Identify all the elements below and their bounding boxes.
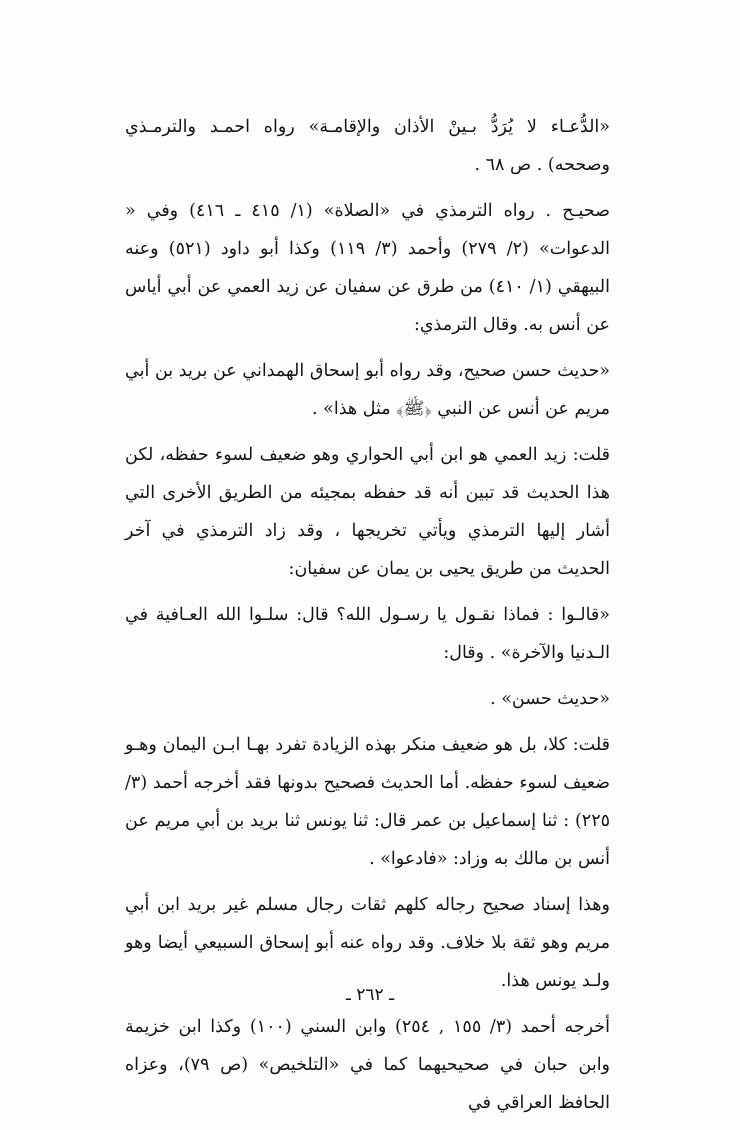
paragraph-hadith-text: «الدُّعـاء لا يُرَدُّ بـينْ الأذان والإقامـة» رواه احمـد والترمـذي وصححه) . ص ٦٨ . (125, 117, 610, 175)
paragraph-further-sources: أخرجه أحمد (٣/ ١٥٥ , ٢٥٤) وابن السني (١٠٠) وكذا ابن خزيمة وابن حبان في صحيحيهما كما في «التلخيص» (ص ٧٩)، وعزاه الحافظ العراقي في (125, 1017, 611, 1113)
paragraph-addition-quote: «قالـوا : فماذا نقـول يا رسـول الله؟ قال: سلـوا الله العـافية في الـدنيا والآخرة» . وقال: (125, 605, 610, 663)
paragraph-commentary: قلت: زيد العمي هو ابن أبي الحواري وهو ضعيف لسوء حفظه، لكن هذا الحديث قد تبين أنه قد حفظه بمجيئه من الطريق الأخرى التي أشار إليها الترمذي ويأتي تخريجها ، وقد زاد الترمذي في آخر الحديث من طريق يحيى بن يمان عن سفيان: (125, 445, 610, 579)
paragraph-hasan-ruling: «حديث حسن» . (490, 689, 610, 709)
paragraph-isnad-assessment: وهذا إسناد صحيح رجاله كلهم ثقات رجال مسلم غير بريد ابن أبي مريم وهو ثقة بلا خلاف. وقد رواه عنه أبو إسحاق السبيعي أيضا وهو ولـد يونس هذا. (125, 895, 610, 991)
paragraph-munkar-ruling: قلت: كلا، بل هو ضعيف منكر بهذه الزيادة تفرد بهـا ابـن اليمان وهـو ضعيف لسوء حفظه. أما الحديث فصحيح بدونها فقد أخرجه أحمد (٣/ ٢٢٥) : ثنا إسماعيل بن عمر قال: ثنا يونس ثنا بريد بن أبي مريم عن أنس بن مالك به وزاد: «فادعوا» . (125, 735, 610, 869)
page-number: ـ ٢٦٢ ـ (345, 985, 395, 1005)
page-body (125, 108, 610, 1130)
paragraph-tirmidhi-quote: «حديث حسن صحيح، وقد رواه أبو إسحاق الهمداني عن بريد بن أبي مريم عن أنس عن النبي ﴿ﷺ﴾ مثل هذا» . (125, 361, 610, 419)
paragraph-takhrij: صحيـح . رواه الترمذي في «الصلاة» (١/ ٤١٥ ـ ٤١٦) وفي « الدعوات» (٢/ ٢٧٩) وأحمد (٣/ ١١٩) وكذا أبو داود (٥٢١) وعنه البيهقي (١/ ٤١٠) من طرق عن سفيان عن زيد العمي عن أبي أياس عن أنس به. وقال الترمذي: (125, 201, 610, 335)
